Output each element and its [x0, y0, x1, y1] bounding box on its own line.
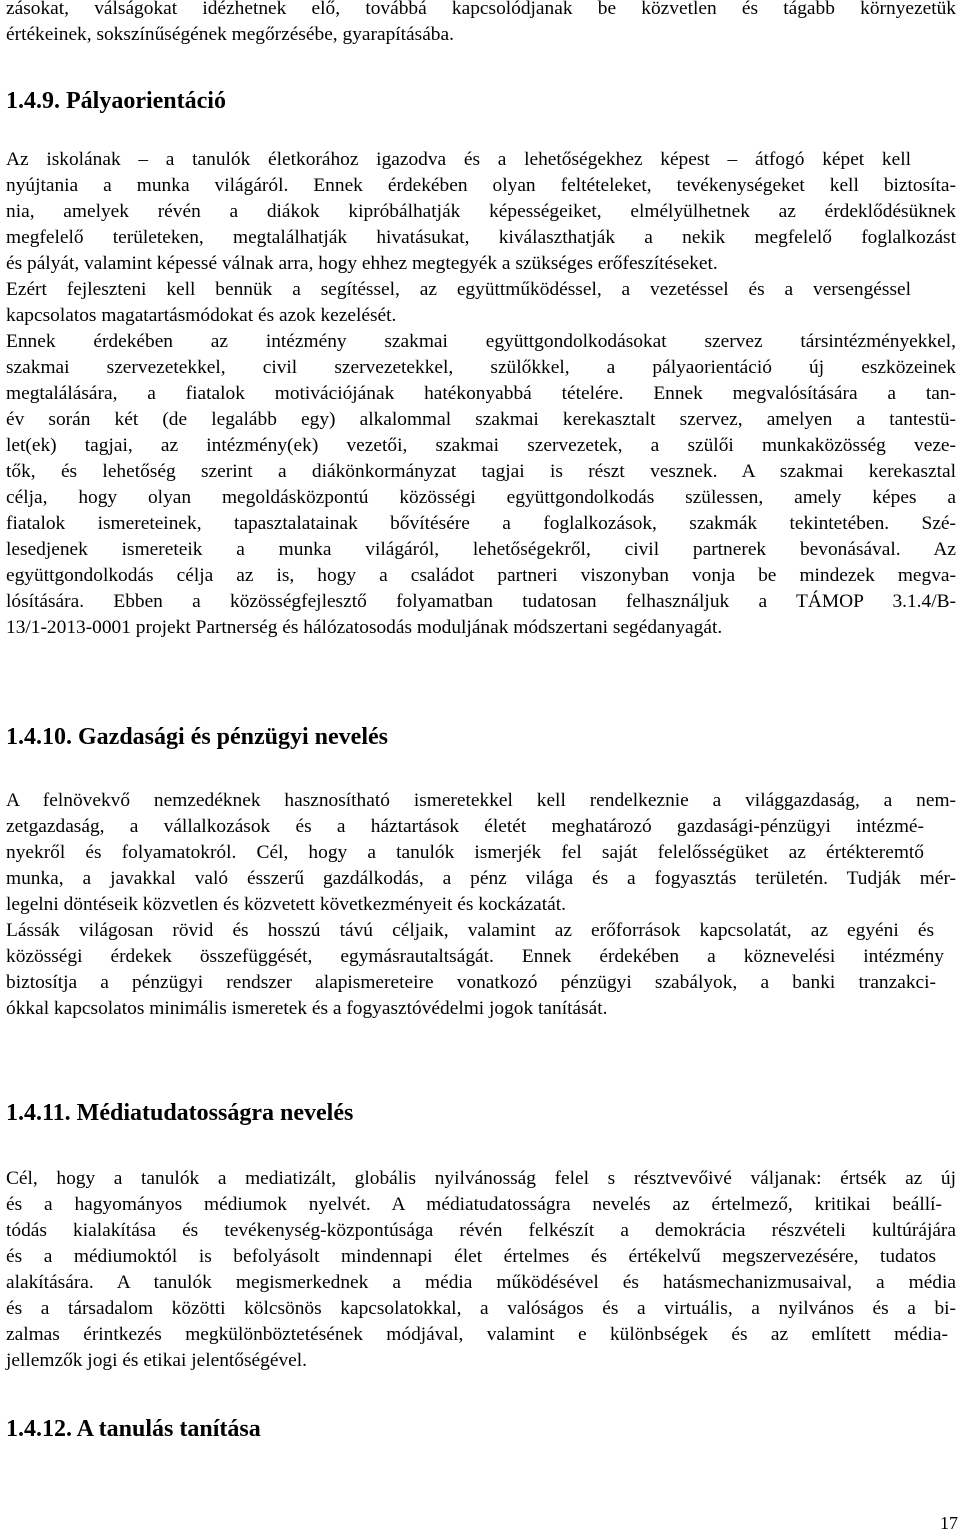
section-1411-body	[6, 1166, 956, 1374]
text-line: biztosítja a pénzügyi rendszer alapismereteire vonatkozó pénzügyi szabályok, a banki tranzakci-	[6, 972, 936, 993]
text-line: és pályát, valamint képessé válnak arra, hogy ehhez megtegyék a szükséges erőfeszítéseket.	[6, 253, 718, 274]
text-line: megtalálására, a fiatalok motivációjának hatékonyabbá tételére. Ennek megvalósítására a tan-	[6, 383, 956, 404]
text-line: Lássák világosan rövid és hosszú távú céljaik, valamint az erőforrások kapcsolatát, az egyéni és	[6, 920, 934, 941]
intro-block	[6, 0, 956, 48]
text-line: értékeinek, sokszínűségének megőrzésébe, gyarapításába.	[6, 24, 454, 45]
text-line: zetgazdaság, a vállalkozások és a háztartások életét meghatározó gazdasági-pénzügyi intézmé-	[6, 816, 924, 837]
text-line: nia, amelyek révén a diákok kipróbálhatják képességeiket, elmélyülhetnek az érdeklődésüknek	[6, 201, 956, 222]
text-line: és a médiumoktól is befolyásolt mindennapi élet értelmes és értékelvű megszervezésére, tudatos	[6, 1246, 936, 1267]
text-line: és a hagyományos médiumok nyelvét. A médiatudatosságra nevelés az értelmező, kritikai beállí-	[6, 1194, 942, 1215]
text-line: megfelelő területeken, megtalálhatják hivatásukat, kiválaszthatják a nekik megfelelő foglalkozást	[6, 227, 956, 248]
text-line: Ezért fejleszteni kell bennük a segítéssel, az együttműködéssel, a vezetéssel és a versengéssel	[6, 279, 911, 300]
text-line: Ennek érdekében az intézmény szakmai együttgondolkodásokat szervez társintézményekkel,	[6, 331, 956, 352]
text-line: A felnövekvő nemzedéknek hasznosítható ismeretekkel kell rendelkeznie a világgazdaság, a nem-	[6, 790, 956, 811]
text-line: legelni döntéseik közvetlen és közvetett következményeit és kockázatát.	[6, 894, 566, 915]
text-line: let(ek) tagjai, az intézmény(ek) vezetői, szakmai szervezetek, a szülői munkaközösség veze-	[6, 435, 956, 456]
section-heading-149: 1.4.9. Pályaorientáció	[6, 88, 226, 114]
text-line: és a társadalom közötti kölcsönös kapcsolatokkal, a valóságos és a virtuális, a nyilvános és a bi-	[6, 1298, 956, 1319]
text-line: tők, és lehetőség szerint a diákönkormányzat tagjai is részt vesznek. A szakmai kerekasztal	[6, 461, 956, 482]
text-line: zalmas érintkezés megkülönböztetésének módjával, valamint e különbségek és az említett média-	[6, 1324, 948, 1345]
text-line: célja, hogy olyan megoldásközpontú közösségi együttgondolkodás szülessen, amely képes a	[6, 487, 956, 508]
text-line: tódás kialakítása és tevékenység-központúsága révén felkészít a demokrácia részvételi kultúrájára	[6, 1220, 956, 1241]
text-line: lósítására. Ebben a közösségfejlesztő folyamatban tudatosan felhasználjuk a TÁMOP 3.1.4/B-	[6, 591, 956, 612]
text-line: nyekről és folyamatokról. Cél, hogy a tanulók ismerjék fel saját felelősségüket az értékteremtő	[6, 842, 924, 863]
text-line: kapcsolatos magatartásmódokat és azok kezelését.	[6, 305, 397, 326]
section-heading-1412: 1.4.12. A tanulás tanítása	[6, 1416, 261, 1442]
text-line: közösségi érdekek összefüggését, egymásrautaltságát. Ennek érdekében a köznevelési intézmény	[6, 946, 944, 967]
text-line: együttgondolkodás célja az is, hogy a családot partneri viszonyban vonja be mindezek megva-	[6, 565, 956, 586]
text-line: ókkal kapcsolatos minimális ismeretek és a fogyasztóvédelmi jogok tanítását.	[6, 998, 608, 1019]
text-line: szakmai szervezetekkel, civil szervezetekkel, szülőkkel, a pályaorientáció új eszközeinek	[6, 357, 956, 378]
text-line: munka, a javakkal való ésszerű gazdálkodás, a pénz világa és a fogyasztás területén. Tudják mér-	[6, 868, 956, 889]
text-line: nyújtania a munka világáról. Ennek érdekében olyan feltételeket, tevékenységeket kell biztosíta-	[6, 175, 956, 196]
text-line: lesedjenek ismereteik a munka világáról, lehetőségekről, civil partnerek bevonásával. Az	[6, 539, 956, 560]
page-number: 17	[940, 1513, 958, 1533]
text-line: 13/1-2013-0001 projekt Partnerség és hálózatosodás moduljának módszertani segédanyagát.	[6, 617, 723, 638]
text-line: alakítására. A tanulók megismerkednek a média működésével és hatásmechanizmusaival, a média	[6, 1272, 956, 1293]
text-line: Az iskolának – a tanulók életkorához igazodva és a lehetőségekhez képest – átfogó képet kell	[6, 149, 911, 170]
section-heading-1410: 1.4.10. Gazdasági és pénzügyi nevelés	[6, 724, 388, 750]
section-149-body	[6, 147, 956, 641]
text-line: fiatalok ismereteinek, tapasztalatainak bővítésére a foglalkozások, szakmák tekintetében. Szé-	[6, 513, 956, 534]
text-line: zásokat, válságokat idézhetnek elő, továbbá kapcsolódjanak be közvetlen és tágabb környezetük	[6, 0, 956, 19]
text-line: Cél, hogy a tanulók a mediatizált, globális nyilvánosság felel s résztvevőivé váljanak: értsék az új	[6, 1168, 956, 1189]
section-heading-1411: 1.4.11. Médiatudatosságra nevelés	[6, 1100, 354, 1126]
text-line: jellemzők jogi és etikai jelentőségével.	[6, 1350, 307, 1371]
section-1410-body	[6, 788, 956, 1022]
text-line: év során két (de legalább egy) alkalommal szakmai kerekasztalt szervez, amelyen a tantestü-	[6, 409, 956, 430]
